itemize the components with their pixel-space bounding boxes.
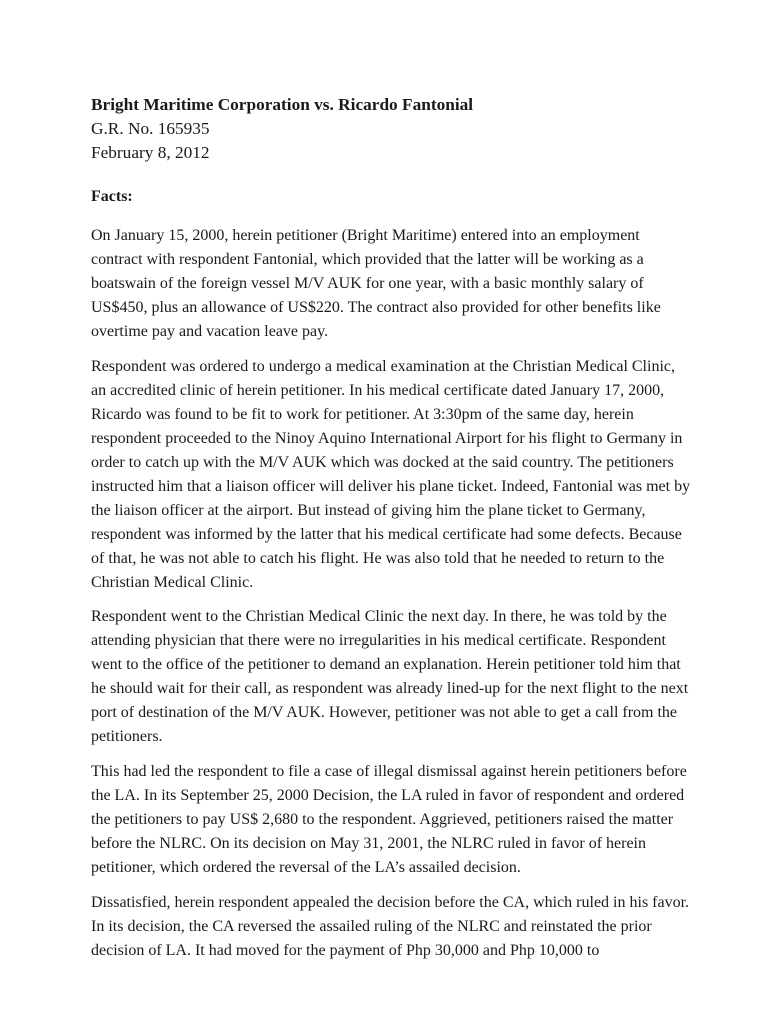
paragraph-2: Respondent was ordered to undergo a medical examination at the Christian Medical Clinic, an accredited clinic of herein petitioner. In his medical certificate dated January 17, 2000, Ricardo was found to be fit to work for petitioner. At 3:30pm of the same day, herein respondent proceeded to the Ninoy Aquino International Airport for his flight to Germany in order to catch up with the M/V AUK which was docked at the said country. The petitioners instructed him that a liaison officer will deliver his plane ticket. Indeed, Fantonial was met by the liaison officer at the airport. But instead of giving him the plane ticket to Germany, respondent was informed by the latter that his medical certificate had some defects. Because of that, he was not able to catch his flight. He was also told that he needed to return to the Christian Medical Clinic. [91,358,691,591]
document-page [91,93,691,963]
paragraph-3: Respondent went to the Christian Medical Clinic the next day. In there, he was told by the attending physician that there were no irregularities in his medical certificate. Respondent went to the office of the petitioner to demand an explanation. Herein petitioner told him that he should wait for their call, as respondent was already lined-up for the next flight to the next port of destination of the M/V AUK. However, petitioner was not able to get a call from the petitioners. [91,608,689,745]
case-title: Bright Maritime Corporation vs. Ricardo Fantonial [91,95,474,114]
paragraph-1: On January 15, 2000, herein petitioner (Bright Maritime) entered into an employment contract with respondent Fantonial, which provided that the latter will be working as a boatswain of the foreign vessel M/V AUK for one year, with a basic monthly salary of US$450, plus an allowance of US$220. The contract also provided for other benefits like overtime pay and vacation leave pay. [91,227,661,340]
paragraph-4: This had led the respondent to file a case of illegal dismissal against herein petitioners before the LA. In its September 25, 2000 Decision, the LA ruled in favor of respondent and ordered the petitioners to pay US$ 2,680 to the respondent. Aggrieved, petitioners raised the matter before the NLRC. On its decision on May 31, 2001, the NLRC ruled in favor of herein petitioner, which ordered the reversal of the LA’s assailed decision. [91,763,687,876]
case-gr-number: G.R. No. 165935 [91,119,210,138]
case-date: February 8, 2012 [91,143,210,162]
paragraph-5: Dissatisfied, herein respondent appealed the decision before the CA, which ruled in his favor. In its decision, the CA reversed the assailed ruling of the NLRC and reinstated the prior decision of LA. It had moved for the payment of Php 30,000 and Php 10,000 to [91,894,690,959]
section-heading-facts: Facts: [91,188,133,205]
